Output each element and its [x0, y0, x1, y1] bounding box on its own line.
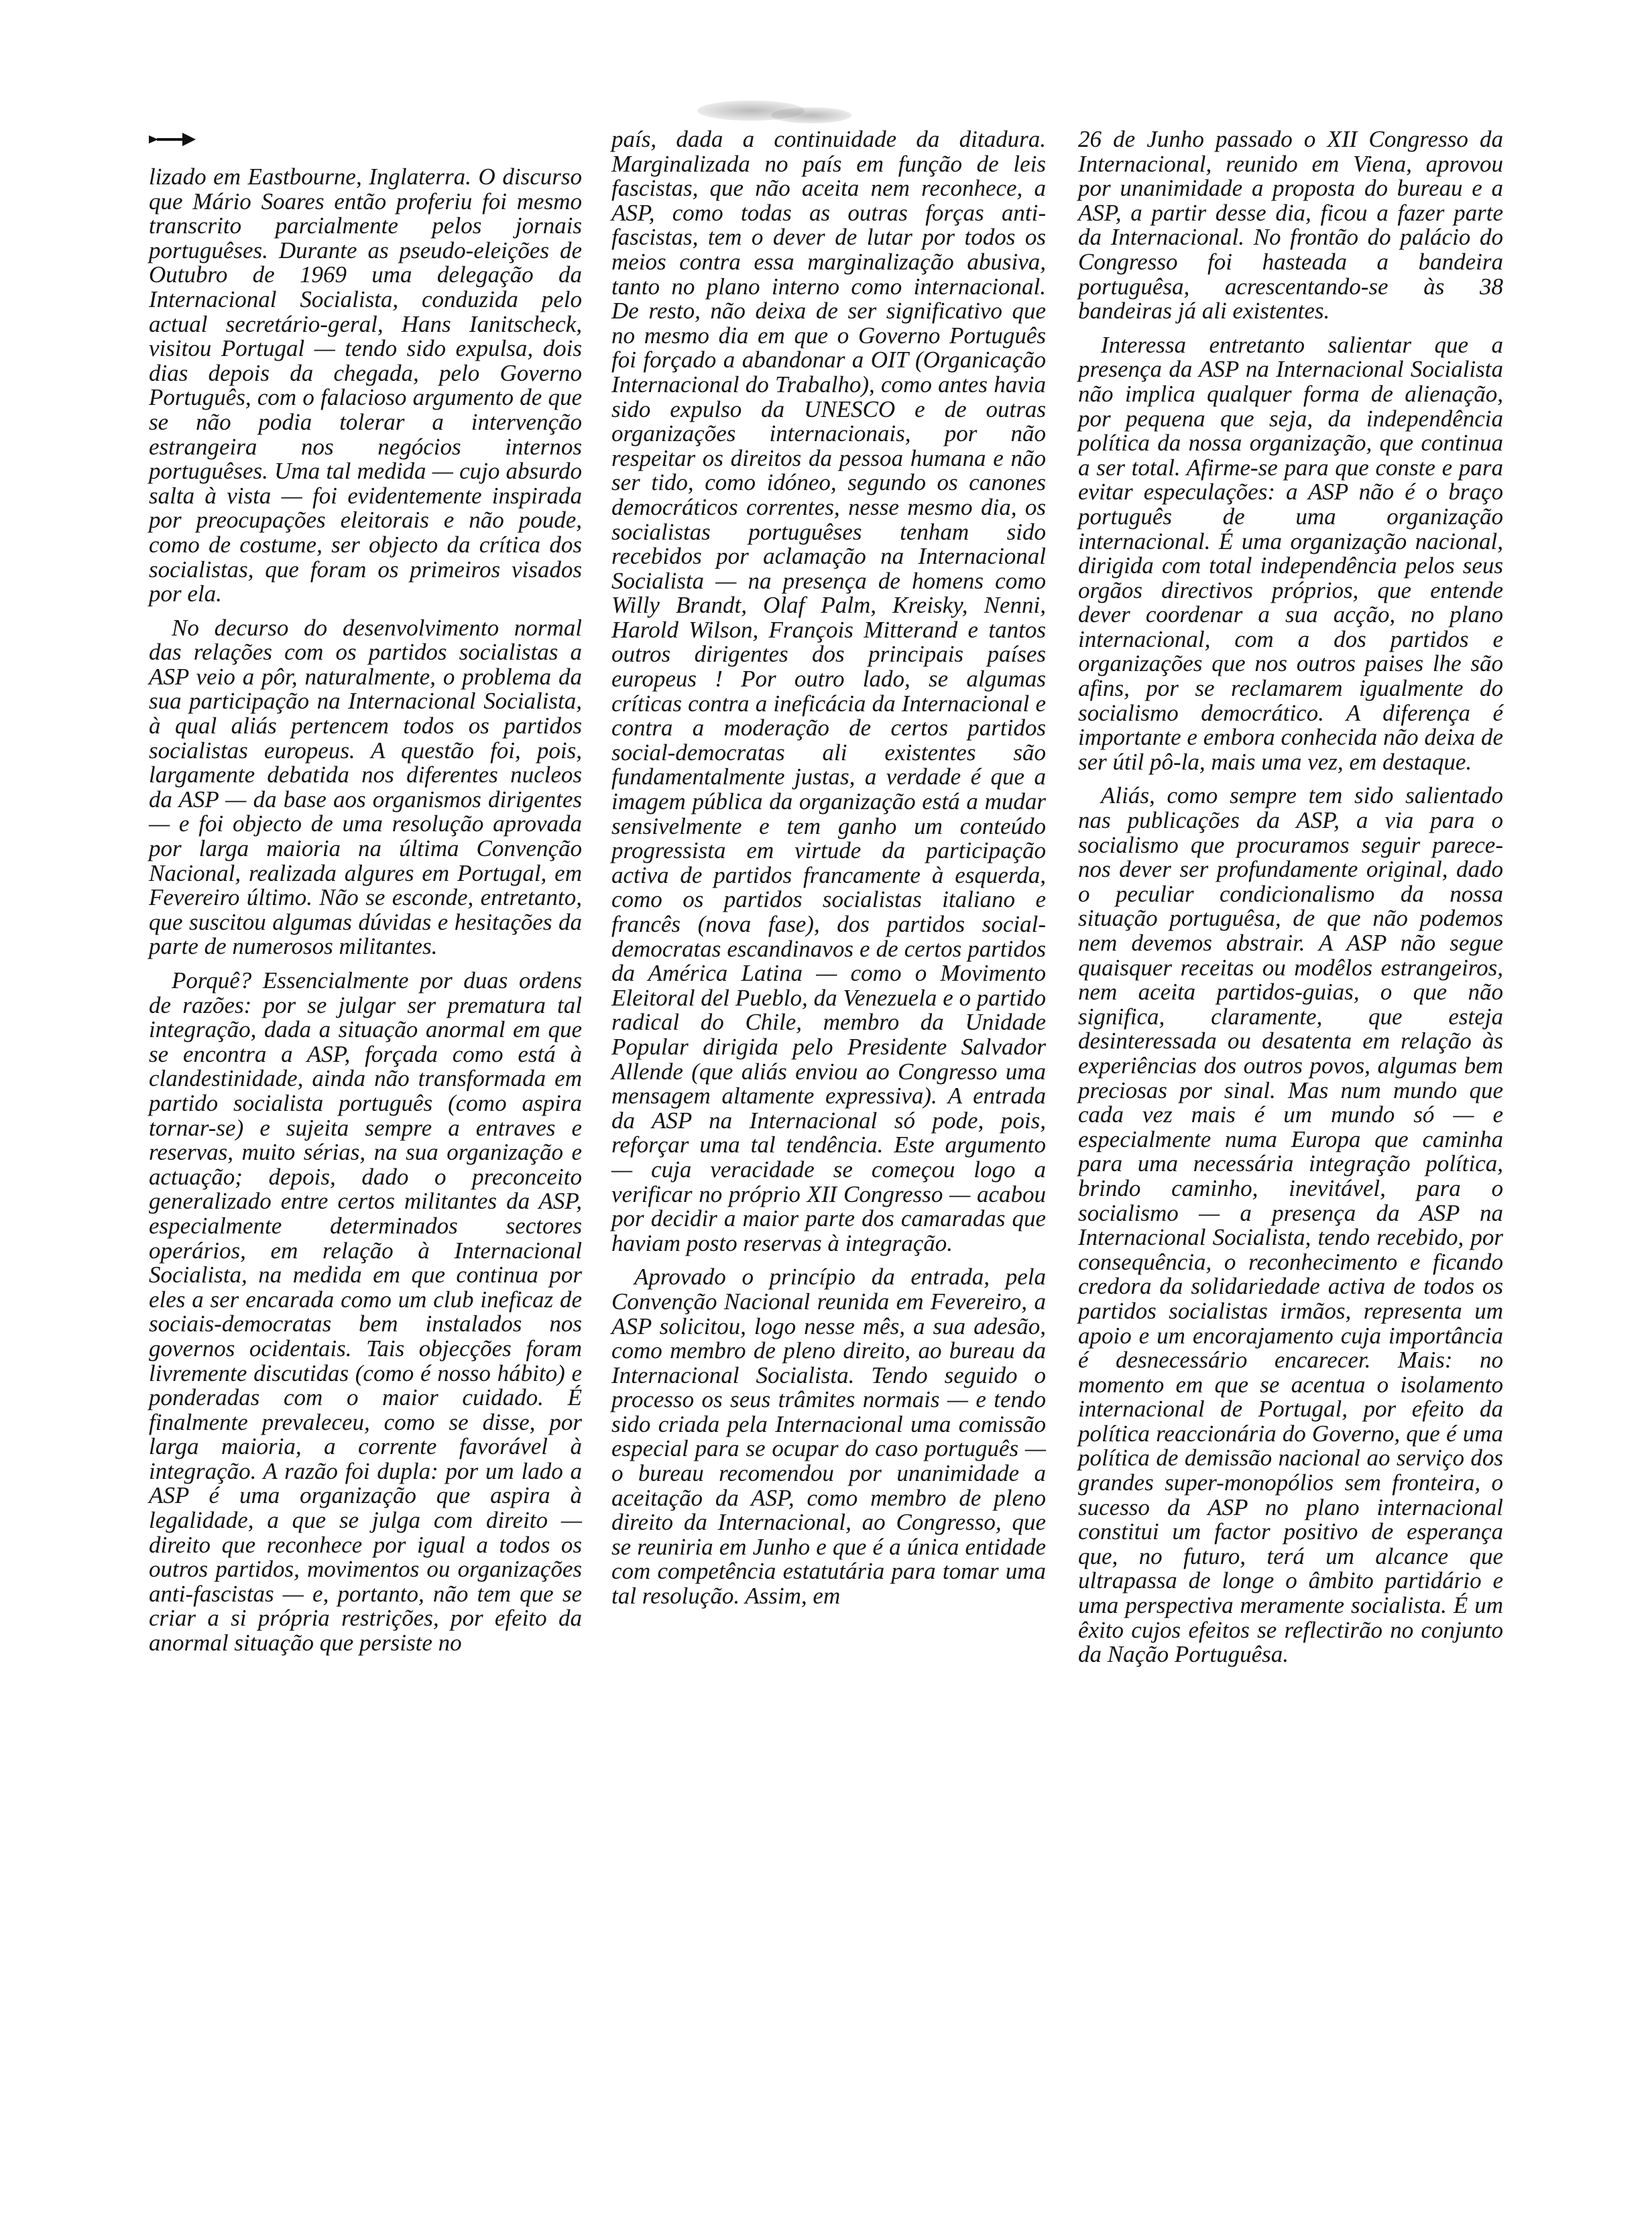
column-middle — [611, 127, 1046, 1618]
paragraph: 26 de Junho passado o XII Congresso da Internacional, reunido em Viena, aprovou por unanimidade a proposta do bureau e a ASP, a partir desse dia, ficou a fazer parte da Internacional. No frontão do palácio do Congresso foi hasteada a bandeira portuguêsa, acrescentando-se às 38 bandeiras já ali existentes. — [1078, 126, 1503, 324]
paragraph: país, dada a continuidade da ditadura. Marginalizada no país em função de leis fascistas, que não aceita nem reconhece, a ASP, como todas as outras forças anti-fascistas, tem o dever de lutar por todos os meios contra essa marginalização abusiva, tanto no plano interno como internacional. De resto, não deixa de ser significativo que no mesmo dia em que o Governo Português foi forçado a abandonar a OIT (Organicação Internacional do Trabalho), como antes havia sido expulso da UNESCO e de outras organizações internacionais, por não respeitar os direitos da pessoa humana e não ser tido, como idóneo, segundo os canones democráticos correntes, nesse mesmo dia, os socialistas portuguêses tenham sido recebidos por aclamação na Internacional Socialista — na presença de homens como Willy Brandt, Olaf Palm, Kreisky, Nenni, Harold Wilson, François Mitterand e tantos outros dirigentes dos principais países europeus ! Por outro lado, se algumas críticas contra a ineficácia da Internacional e contra a moderação de certos partidos social-democratas ali existentes são fundamentalmente justas, a verdade é que a imagem pública da organização está a mudar sensivelmente e tem ganho um conteúdo progressista em virtude da participação activa de partidos francamente à esquerda, como os partidos socialistas italiano e francês (nova fase), dos partidos social-democratas escandinavos e de certos partidos da América Latina — como o Movimento Eleitoral del Pueblo, da Venezuela e o partido radical do Chile, membro da Unidade Popular dirigida pelo Presidente Salvador Allende (que aliás enviou ao Congresso uma mensagem altamente expressiva). A entrada da ASP na Internacional só pode, pois, reforçar uma tal tendência. Este argumento — cuja veracidade se começou logo a verificar no próprio XII Congresso — acabou por decidir a maior parte dos camaradas que haviam posto reservas à integração. — [611, 126, 1046, 1256]
paragraph: lizado em Eastbourne, Inglaterra. O discurso que Mário Soares então proferiu foi mesmo transcrito parcialmente pelos jornais portuguêses. Durante as pseudo-eleições de Outubro de 1969 uma delegação da Internacional Socialista, conduzida pelo actual secretário-geral, Hans Ianitscheck, visitou Portugal — tendo sido expulsa, dois dias depois da chegada, pelo Governo Português, com o falacioso argumento de que se não podia tolerar a intervenção estrangeira nos negócios internos portuguêses. Uma tal medida — cujo absurdo salta à vista — foi evidentemente inspirada por preocupações eleitorais e não poude, como de costume, ser objecto da crítica dos socialistas, que foram os primeiros visados por ela. — [149, 164, 582, 607]
column-left — [149, 165, 582, 1665]
print-smudge — [771, 107, 851, 123]
paragraph: Aliás, como sempre tem sido salientado nas publicações da ASP, a via para o socialismo que procuramos seguir parece-nos dever ser profundamente original, dado o peculiar condicionalismo da nossa situação portuguêsa, de que não podemos nem devemos abstrair. A ASP não segue quaisquer receitas ou modêlos estrangeiros, nem aceita partidos-guias, o que não significa, claramente, que esteja desinteressada ou desatenta em relação às experiências dos outros povos, algumas bem preciosas por sinal. Mas num mundo que cada vez mais é um mundo só — e especialmente numa Europa que caminha para uma necessária integração política, brindo caminho, inevitável, para o socialismo — a presença da ASP na Internacional Socialista, tendo recebido, por consequência, o reconhecimento e ficando credora da solidariedade activa de todos os partidos socialistas irmãos, representa um apoio e um encorajamento cuja importância é desnecessário encarecer. Mais: no momento em que se acentua o isolamento internacional de Portugal, por efeito da política reaccionária do Governo, que é uma política de demissão nacional ao serviço dos grandes super-monopólios sem fronteira, o sucesso da ASP no plano internacional constitui um factor positivo de esperança que, no futuro, terá um alcance que ultrapassa de longe o âmbito partidário e uma perspectiva meramente socialista. É um êxito cujos efeitos se reflectirão no conjunto da Nação Portuguêsa. — [1078, 782, 1503, 1668]
paragraph: Aprovado o princípio da entrada, pela Convenção Nacional reunida em Fevereiro, a ASP solicitou, logo nesse mês, a sua adesão, como membro de pleno direito, ao bureau da Internacional Socialista. Tendo seguido o processo os seus trâmites normais — e tendo sido criada pela Internacional uma comissão especial para se ocupar do caso português — o bureau recomendou por unanimidade a aceitação da ASP, como membro de pleno direito da Internacional, ao Congresso, que se reuniria em Junho e que é a única entidade com competência estatutária para tomar uma tal resolução. Assim, em — [611, 1264, 1046, 1610]
paragraph: Porquê? Essencialmente por duas ordens de razões: por se julgar ser prematura tal integração, dada a situação anormal em que se encontra a ASP, forçada como está à clandestinidade, ainda não transformada em partido socialista português (como aspira tornar-se) e sujeita sempre a entraves e reservas, muito sérias, na sua organização e actuação; depois, dado o preconceito generalizado entre certos militantes da ASP, especialmente determinados sectores operários, em relação à Internacional Socialista, na medida em que continua por eles a ser encarada como um club ineficaz de sociais-democratas bem instalados nos governos ocidentais. Tais objecções foram livremente discutidas (como é nosso hábito) e ponderadas com o maior cuidado. É finalmente prevaleceu, como se disse, por larga maioria, a corrente favorável à integração. A razão foi dupla: por um lado a ASP é uma organização que aspira à legalidade, a que se julga com direito — direito que reconhece por igual a todos os outros partidos, movimentos ou organizações anti-fascistas — e, portanto, não tem que se criar a si própria restrições, por efeito da anormal situação que persiste no — [149, 967, 582, 1656]
paragraph: Interessa entretanto salientar que a presença da ASP na Internacional Socialista não implica qualquer forma de alienação, por pequena que seja, da independência política da nossa organização, que continua a ser total. Afirme-se para que conste e para evitar especulações: a ASP não é o braço português de uma organização internacional. É uma organização nacional, dirigida com total independência pelos seus orgãos directivos próprios, que entende dever coordenar a sua acção, no plano internacional, com a dos partidos e organizações que nos outros paises lhe são afins, por se reclamarem igualmente do socialismo democrático. A diferença é importante e embora conhecida não deixa de ser útil pô-la, mais uma vez, em destaque. — [1078, 331, 1503, 775]
arrow-right-icon — [149, 131, 196, 147]
column-right — [1078, 127, 1503, 1677]
paragraph: No decurso do desenvolvimento normal das relações com os partidos socialistas a ASP veio a pôr, naturalmente, o problema da sua participação na Internacional Socialista, à qual aliás pertencem todos os partidos socialistas europeus. A questão foi, pois, largamente debatida nos diferentes nucleos da ASP — da base aos organismos dirigentes — e foi objecto de uma resolução aprovada por larga maioria na última Convenção Nacional, realizada algures em Portugal, em Fevereiro último. Não se esconde, entretanto, que suscitou algumas dúvidas e hesitações da parte de numerosos militantes. — [149, 614, 582, 960]
